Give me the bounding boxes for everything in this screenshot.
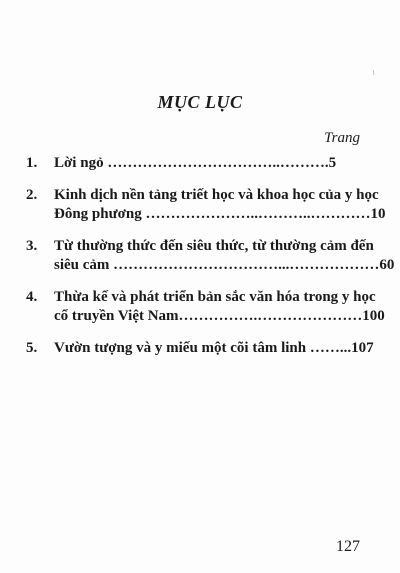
toc-entry-text	[54, 154, 360, 173]
toc-entry-text	[54, 186, 386, 224]
page-column-label: Trang	[324, 130, 360, 146]
toc-entry	[26, 288, 385, 326]
toc-entry-number: 4.	[26, 289, 38, 305]
toc-entry-number: 1.	[26, 155, 38, 171]
toc-entry-text	[54, 288, 385, 326]
toc-entry	[26, 339, 374, 358]
toc-entry-line: Thừa kế và phát triển bản sắc văn hóa trong y học	[54, 289, 376, 305]
page-title: MỤC LỤC	[157, 92, 243, 112]
toc-entry-number: 5.	[26, 340, 38, 356]
toc-entry-line: siêu cảm ……………………………...………………60	[54, 257, 395, 273]
page-number: 127	[336, 538, 360, 555]
toc-entry-line: Từ thường thức đến siêu thức, từ thường cảm đến	[54, 238, 374, 254]
toc-entry-line: Đông phương …………………..………..…………10	[54, 206, 386, 222]
toc-entry-line: Lời ngỏ ……………………………..……….5	[54, 155, 337, 171]
toc-entry	[26, 186, 386, 224]
table-of-contents	[26, 154, 395, 371]
toc-entry	[26, 154, 360, 173]
scan-mark	[373, 70, 374, 75]
toc-entry-number: 2.	[26, 187, 38, 203]
toc-entry-line: Vườn tượng và y miếu một cõi tâm linh ……...107	[54, 340, 374, 356]
toc-entry-line: Kinh dịch nền tảng triết học và khoa học của y học	[54, 187, 379, 203]
toc-entry-text	[54, 339, 374, 358]
toc-entry-text	[54, 237, 394, 275]
toc-entry-number: 3.	[26, 238, 38, 254]
toc-entry	[26, 237, 395, 275]
toc-entry-line: cổ truyền Việt Nam…………….…………………100	[54, 308, 385, 324]
